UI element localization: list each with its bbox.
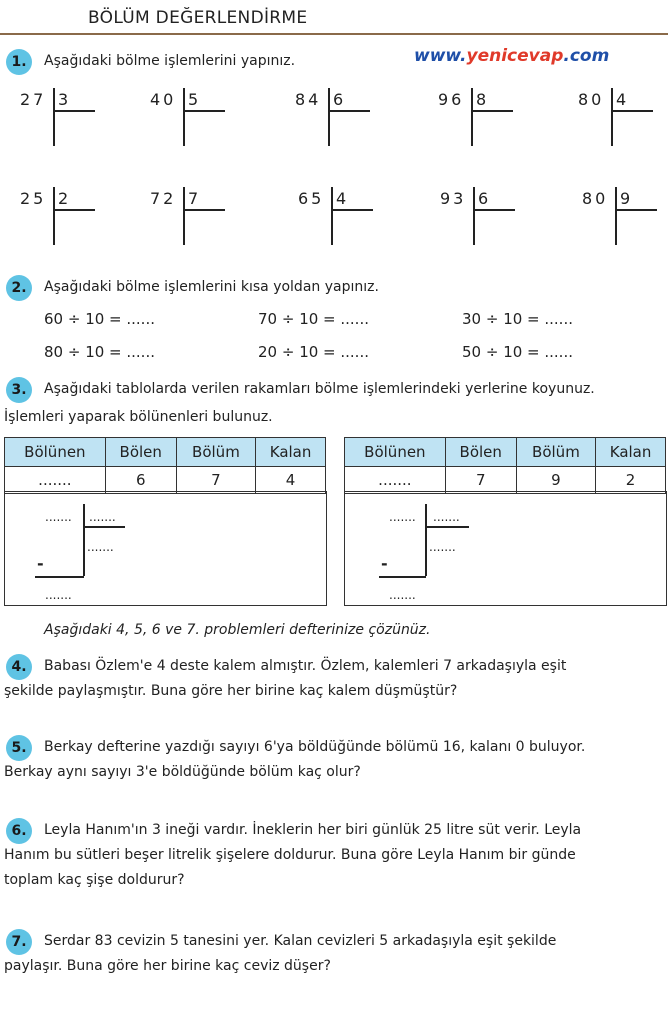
dividend: 84 — [295, 90, 322, 109]
header-divisor: Bölen — [105, 438, 176, 467]
dividend-dots: ....... — [389, 510, 416, 524]
divisor-value: 6 — [105, 467, 176, 494]
division-table-left — [4, 437, 326, 494]
question-6-line1: Leyla Hanım'ın 3 ineği vardır. İneklerin her biri günlük 25 litre süt verir. Leyla — [44, 822, 582, 838]
division-horizontal-line — [328, 110, 370, 112]
header-divisor: Bölen — [445, 438, 516, 467]
question-6-line2: Hanım bu sütleri beşer litrelik şişelere doldurur. Buna göre Leyla Hanım bir günde — [4, 847, 576, 863]
division-vertical-line — [425, 504, 427, 576]
divisor: 4 — [616, 90, 627, 109]
header-quotient: Bölüm — [516, 438, 595, 467]
quotient-dots: ....... — [429, 540, 456, 554]
division-horizontal-line — [611, 110, 653, 112]
dividend: 93 — [440, 189, 467, 208]
header-remainder: Kalan — [256, 438, 326, 467]
question-2-text: Aşağıdaki bölme işlemlerini kısa yoldan yapınız. — [44, 279, 379, 295]
question-number-7: 7. — [6, 929, 32, 955]
division-horizontal-line — [473, 209, 515, 211]
short-division-item: 50 ÷ 10 = ...... — [462, 343, 573, 361]
question-number-6: 6. — [6, 818, 32, 844]
minus-sign: - — [37, 554, 44, 573]
division-vertical-line — [183, 88, 185, 146]
division-vertical-line — [473, 187, 475, 245]
division-horizontal-line — [615, 209, 657, 211]
header-remainder: Kalan — [596, 438, 666, 467]
divisor: 9 — [620, 189, 631, 208]
remainder-dots: ....... — [389, 588, 416, 602]
short-division-item: 60 ÷ 10 = ...... — [44, 310, 155, 328]
site-prefix: www. — [414, 46, 467, 66]
header-dividend: Bölünen — [345, 438, 446, 467]
site-watermark — [414, 46, 609, 66]
question-number-2: 2. — [6, 275, 32, 301]
division-problem — [295, 88, 375, 150]
question-5-line2: Berkay aynı sayıyı 3'e böldüğünde bölüm kaç olur? — [4, 764, 361, 780]
division-horizontal-line — [53, 110, 95, 112]
question-6-line3: toplam kaç şişe doldurur? — [4, 872, 185, 888]
question-7-line1: Serdar 83 cevizin 5 tanesini yer. Kalan cevizleri 5 arkadaşıyla eşit şekilde — [44, 933, 557, 949]
minus-sign: - — [381, 554, 388, 573]
short-division-item: 20 ÷ 10 = ...... — [258, 343, 369, 361]
division-horizontal-line — [331, 209, 373, 211]
divisor: 8 — [476, 90, 487, 109]
dividend-blank: ....... — [5, 467, 106, 494]
short-division-item: 30 ÷ 10 = ...... — [462, 310, 573, 328]
division-vertical-line — [53, 187, 55, 245]
division-problem — [578, 88, 658, 150]
question-5-line1: Berkay defterine yazdığı sayıyı 6'ya böldüğünde bölümü 16, kalanı 0 buluyor. — [44, 739, 586, 755]
divisor: 6 — [478, 189, 489, 208]
quotient-dots: ....... — [87, 540, 114, 554]
header-dividend: Bölünen — [5, 438, 106, 467]
short-division-item: 70 ÷ 10 = ...... — [258, 310, 369, 328]
question-4-line2: şekilde paylaşmıştır. Buna göre her birine kaç kalem düşmüştür? — [4, 683, 458, 699]
division-vertical-line — [83, 504, 85, 576]
title-underline — [0, 33, 668, 35]
division-vertical-line — [615, 187, 617, 245]
question-number-3: 3. — [6, 377, 32, 403]
divisor: 2 — [58, 189, 69, 208]
divisor-dots: ....... — [89, 510, 116, 524]
work-area-left — [4, 491, 327, 606]
quotient-value: 9 — [516, 467, 595, 494]
dividend: 80 — [582, 189, 609, 208]
dividend: 27 — [20, 90, 47, 109]
division-problem — [20, 88, 100, 150]
division-vertical-line — [611, 88, 613, 146]
short-division-item: 80 ÷ 10 = ...... — [44, 343, 155, 361]
site-suffix: .com — [563, 46, 610, 66]
division-vertical-line — [328, 88, 330, 146]
division-horizontal-line — [471, 110, 513, 112]
question-1-text: Aşağıdaki bölme işlemlerini yapınız. — [44, 53, 296, 69]
question-3-text-line1: Aşağıdaki tablolarda verilen rakamları bölme işlemlerindeki yerlerine koyunuz. — [44, 381, 595, 397]
subtraction-line — [35, 576, 84, 578]
divisor: 4 — [336, 189, 347, 208]
division-vertical-line — [331, 187, 333, 245]
dividend-blank: ....... — [345, 467, 446, 494]
question-3-text-line2: İşlemleri yaparak bölünenleri bulunuz. — [4, 409, 273, 425]
site-highlight: yenicevap — [466, 46, 564, 66]
remainder-value: 4 — [256, 467, 326, 494]
dividend: 72 — [150, 189, 177, 208]
question-number-1: 1. — [6, 49, 32, 75]
dividend-dots: ....... — [45, 510, 72, 524]
division-horizontal-line — [53, 209, 95, 211]
division-table-right — [344, 437, 666, 494]
subtraction-line — [379, 576, 426, 578]
divisor: 5 — [188, 90, 199, 109]
division-problem — [298, 187, 378, 249]
dividend: 96 — [438, 90, 465, 109]
header-quotient: Bölüm — [176, 438, 255, 467]
dividend: 80 — [578, 90, 605, 109]
division-problem — [150, 88, 230, 150]
dividend: 40 — [150, 90, 177, 109]
division-problem — [438, 88, 518, 150]
divisor-dots: ....... — [433, 510, 460, 524]
remainder-value: 2 — [596, 467, 666, 494]
page-title: BÖLÜM DEĞERLENDİRME — [88, 8, 308, 28]
dividend: 25 — [20, 189, 47, 208]
division-horizontal-line — [83, 526, 125, 528]
divisor-value: 7 — [445, 467, 516, 494]
division-horizontal-line — [425, 526, 469, 528]
divisor: 7 — [188, 189, 199, 208]
division-problem — [440, 187, 520, 249]
work-area-right — [344, 491, 667, 606]
divisor: 6 — [333, 90, 344, 109]
question-number-4: 4. — [6, 654, 32, 680]
remainder-dots: ....... — [45, 588, 72, 602]
quotient-value: 7 — [176, 467, 255, 494]
division-problem — [582, 187, 662, 249]
question-number-5: 5. — [6, 735, 32, 761]
division-vertical-line — [183, 187, 185, 245]
dividend: 65 — [298, 189, 325, 208]
question-4-line1: Babası Özlem'e 4 deste kalem almıştır. Özlem, kalemleri 7 arkadaşıyla eşit — [44, 658, 567, 674]
division-vertical-line — [53, 88, 55, 146]
divisor: 3 — [58, 90, 69, 109]
division-horizontal-line — [183, 209, 225, 211]
question-7-line2: paylaşır. Buna göre her birine kaç ceviz düşer? — [4, 958, 331, 974]
division-horizontal-line — [183, 110, 225, 112]
instruction-note: Aşağıdaki 4, 5, 6 ve 7. problemleri defterinize çözünüz. — [44, 622, 431, 638]
division-problem — [20, 187, 100, 249]
division-problem — [150, 187, 230, 249]
division-vertical-line — [471, 88, 473, 146]
